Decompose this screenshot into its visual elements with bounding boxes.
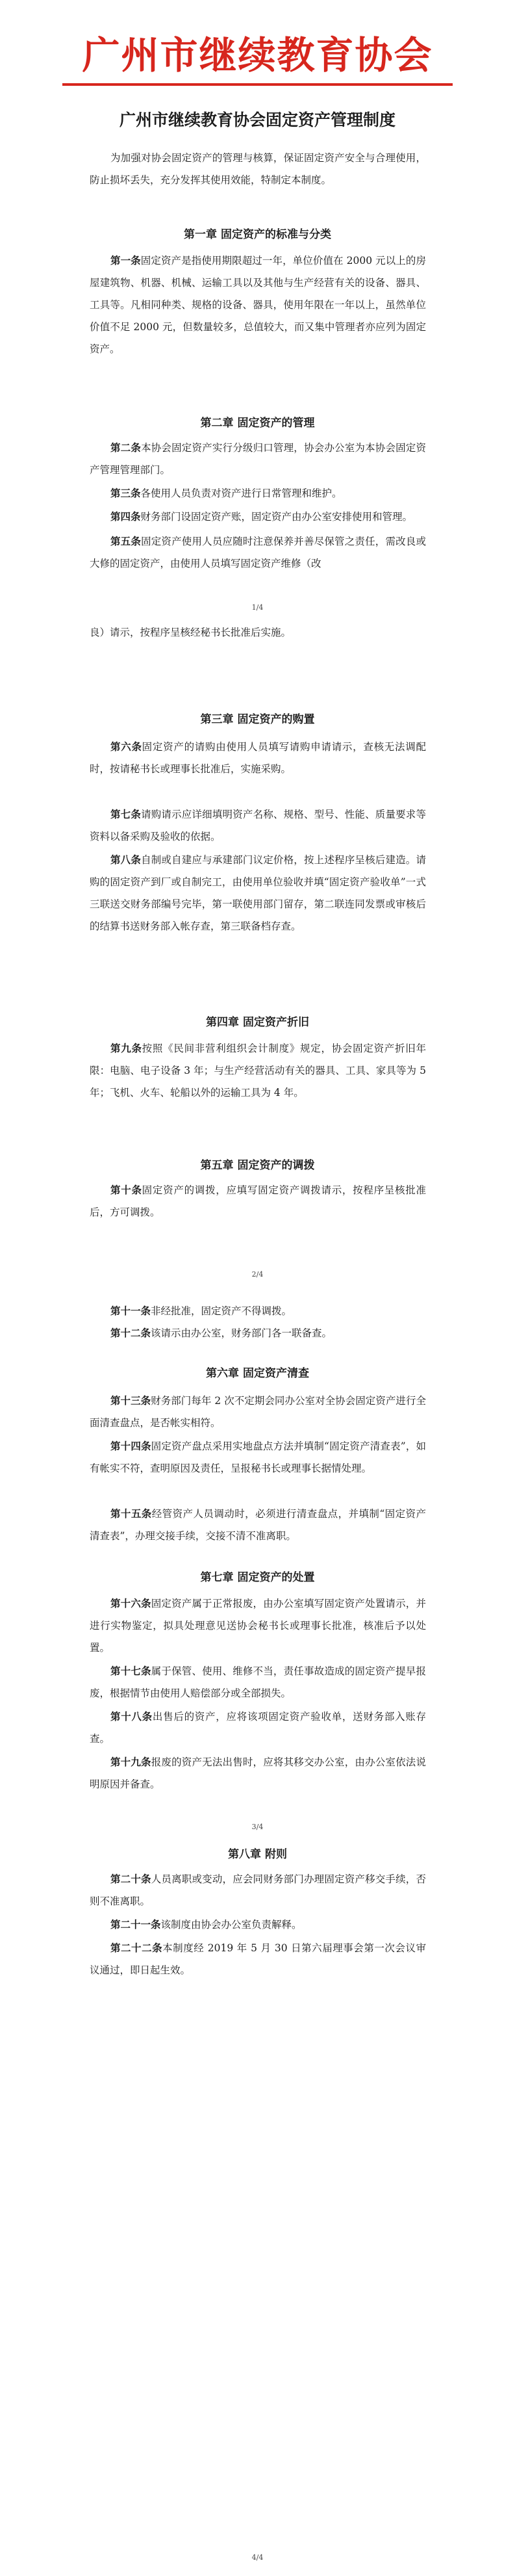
article-label: 第二条 <box>110 441 142 454</box>
chapter-7-title: 第七章 固定资产的处置 <box>200 1571 315 1584</box>
article-text: 固定资产盘点采用实地盘点方法并填制“固定资产清查表”，如有帐实不符，查明原因及责任，呈报秘书长或理事长据情处理。 <box>90 1440 426 1474</box>
article-label: 第十条 <box>110 1184 142 1196</box>
article-label: 第二十二条 <box>110 1942 163 1954</box>
article-label: 第二十条 <box>110 1873 151 1885</box>
chapter-5-title: 第五章 固定资产的调拨 <box>200 1159 315 1172</box>
article-8 <box>90 849 426 937</box>
article-text: 人员离职或变动，应会同财务部门办理固定资产移交手续，否则不准离职。 <box>90 1873 426 1907</box>
intro-paragraph: 为加强对协会固定资产的管理与核算，保证固定资产安全与合理使用，防止损坏丢失，充分发挥其使用效能，特制定本制度。 <box>90 152 426 186</box>
article-label: 第十一条 <box>110 1305 151 1317</box>
article-19 <box>90 1751 426 1795</box>
chapter-2-title: 第二章 固定资产的管理 <box>200 417 315 430</box>
article-text: 固定资产使用人员应随时注意保养并善尽保管之责任，需改良或大修的固定资产，由使用人员填写固定资产维修（改 <box>90 536 426 569</box>
page-number: 2/4 <box>251 1270 264 1279</box>
chapter-1-title: 第一章 固定资产的标准与分类 <box>184 228 331 241</box>
article-text: 固定资产的调拨，应填写固定资产调拨请示，按程序呈核批准后，方可调拨。 <box>90 1184 426 1218</box>
article-text: 非经批准，固定资产不得调拨。 <box>151 1305 292 1317</box>
article-label: 第二十一条 <box>110 1918 161 1931</box>
article-text: 本协会固定资产实行分级归口管理，协会办公室为本协会固定资产管理管理部门。 <box>90 442 426 476</box>
article-12 <box>90 1322 426 1344</box>
article-label: 第十九条 <box>110 1756 151 1768</box>
article-7 <box>90 803 426 848</box>
article-label: 第一条 <box>110 254 141 267</box>
page-number: 1/4 <box>251 603 264 612</box>
article-text: 该请示由办公室，财务部门各一联备查。 <box>151 1327 333 1339</box>
article-text: 各使用人员负责对资产进行日常管理和维护。 <box>140 488 342 499</box>
document-title: 广州市继续教育协会固定资产管理制度 <box>119 111 396 129</box>
article-text: 财务部门每年 2 次不定期会同办公室对全协会固定资产进行全面清查盘点，是否帐实相符。 <box>90 1395 426 1429</box>
article-5 <box>90 530 426 575</box>
page-number: 4/4 <box>251 2553 264 2562</box>
article-3 <box>90 482 426 504</box>
document-header <box>0 0 515 130</box>
article-label: 第六条 <box>110 740 142 753</box>
article-5-continuation: 良）请示，按程序呈核经秘书长批准后实施。 <box>90 627 292 638</box>
article-label: 第五条 <box>110 535 142 547</box>
article-label: 第九条 <box>110 1042 142 1054</box>
article-22 <box>90 1937 426 1981</box>
article-10 <box>90 1179 426 1223</box>
chapter-4-title: 第四章 固定资产折旧 <box>206 1016 309 1029</box>
article-label: 第七条 <box>110 808 142 820</box>
article-text: 自制或自建应与承建部门议定价格，按上述程序呈核后建造。请购的固定资产到厂或自制完工，由使用单位验收并填“固定资产验收单”一式三联送交财务部编号完毕，第一联使用部门留存，第二联连同发票或审核后的结算书送财务部入帐存查，第三联备档存查。 <box>90 854 426 932</box>
article-label: 第十四条 <box>110 1440 151 1452</box>
header-red-rule <box>62 83 453 86</box>
article-label: 第十五条 <box>110 1507 152 1520</box>
article-1 <box>90 250 426 360</box>
article-13 <box>90 1390 426 1434</box>
article-18 <box>90 1706 426 1750</box>
article-label: 第十二条 <box>110 1327 151 1339</box>
article-text: 按照《民间非营利组织会计制度》规定，协会固定资产折旧年限：电脑、电子设备 3 年；与生产经营活动有关的器具、工具、家具等为 5 年；飞机、火车、轮船以外的运输工具为 4 年。 <box>90 1043 426 1099</box>
article-text: 出售后的资产，应将该项固定资产验收单，送财务部入账存查。 <box>90 1711 426 1745</box>
article-21 <box>90 1914 426 1936</box>
article-label: 第八条 <box>110 853 142 866</box>
org-name-title: 广州市继续教育协会 <box>82 33 433 77</box>
article-2 <box>90 437 426 481</box>
article-17 <box>90 1660 426 1704</box>
article-4 <box>90 506 426 528</box>
article-label: 第十三条 <box>110 1394 151 1407</box>
article-11 <box>90 1300 426 1322</box>
article-14 <box>90 1435 426 1479</box>
article-9 <box>90 1037 426 1104</box>
article-label: 第十八条 <box>110 1710 153 1723</box>
article-text: 报废的资产无法出售时，应将其移交办公室，由办公室依法说明原因并备查。 <box>90 1756 426 1790</box>
article-16 <box>90 1593 426 1659</box>
article-text: 财务部门设固定资产账，固定资产由办公室安排使用和管理。 <box>140 511 413 523</box>
article-15 <box>90 1503 426 1547</box>
article-text: 经管资产人员调动时，必须进行清查盘点，并填制“固定资产清查表”，办理交接手续，交接不清不准离职。 <box>90 1508 426 1542</box>
article-6 <box>90 736 426 780</box>
article-label: 第三条 <box>110 487 141 499</box>
article-text: 请购请示应详细填明资产名称、规格、型号、性能、质量要求等资料以备采购及验收的依据。 <box>90 809 426 842</box>
article-label: 第十七条 <box>110 1665 151 1677</box>
chapter-3-title: 第三章 固定资产的购置 <box>200 713 315 726</box>
article-label: 第四条 <box>110 510 141 523</box>
article-20 <box>90 1868 426 1912</box>
article-text: 固定资产属于正常报废，由办公室填写固定资产处置请示，并进行实物鉴定，拟具处理意见送协会秘书长或理事长批准，核准后予以处置。 <box>90 1598 426 1654</box>
article-text: 固定资产是指使用期限超过一年，单位价值在 2000 元以上的房屋建筑物、机器、机械、运输工具以及其他与生产经营有关的设备、器具、工具等。凡相同种类、规格的设备、器具，使用年限在一年以上，虽然单位价值不足 2000 元，但数量较多，总值较大，而又集中管理者亦应列为固定资产。 <box>90 255 426 355</box>
chapter-6-title: 第六章 固定资产清查 <box>206 1367 309 1380</box>
article-label: 第十六条 <box>110 1597 151 1609</box>
page-number: 3/4 <box>251 1823 264 1831</box>
article-text: 属于保管、使用、维修不当，责任事故造成的固定资产提早报废，根据情节由使用人赔偿部分或全部损失。 <box>90 1665 426 1699</box>
article-text: 固定资产的请购由使用人员填写请购申请请示，查核无法调配时，按请秘书长或理事长批准后，实施采购。 <box>90 741 426 775</box>
chapter-8-title: 第八章 附则 <box>228 1848 287 1861</box>
article-text: 本制度经 2019 年 5 月 30 日第六届理事会第一次会议审议通过，即日起生效。 <box>90 1942 426 1976</box>
article-text: 该制度由协会办公室负责解释。 <box>160 1919 302 1931</box>
